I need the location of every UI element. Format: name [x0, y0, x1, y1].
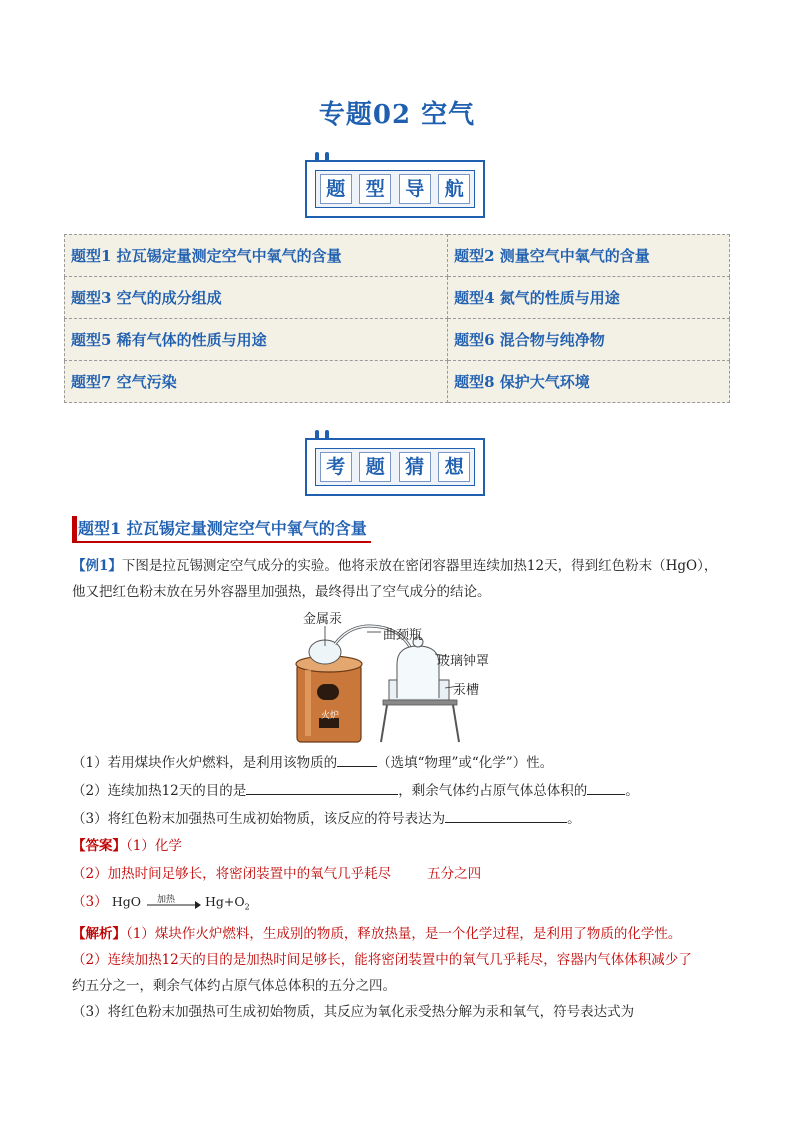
- question-1: [72, 752, 553, 773]
- answer-text: （1）化学: [126, 838, 182, 854]
- label-bell-jar: 玻璃钟罩: [437, 654, 490, 669]
- answer-tag: 【答案】: [72, 838, 126, 854]
- question-text: ，剩余气体约占原气体总体积的: [398, 783, 588, 799]
- analysis-line-2: （2）连续加热12天的目的是加热时间足够长，能将密闭装置中的氧气几乎耗尽，容器内气体体积减少了: [72, 952, 692, 968]
- arrow-icon: [145, 898, 201, 912]
- answer-line-2: [72, 864, 481, 884]
- label-mercury-trough: 汞槽: [453, 683, 480, 698]
- equation: [112, 892, 250, 918]
- apparatus-figure: [285, 606, 515, 746]
- banner-char: 航: [438, 174, 470, 204]
- nav-item[interactable]: 题型7 空气污染: [65, 361, 448, 403]
- answer-line-3: [72, 892, 250, 918]
- banner-char: 题: [320, 174, 352, 204]
- banner-char: 猜: [399, 452, 431, 482]
- nav-item[interactable]: 题型1 拉瓦锡定量测定空气中氧气的含量: [65, 235, 448, 277]
- nav-item[interactable]: 题型5 稀有气体的性质与用途: [65, 319, 448, 361]
- nav-item[interactable]: 题型2 测量空气中氧气的含量: [448, 235, 730, 277]
- nav-item[interactable]: 题型8 保护大气环境: [448, 361, 730, 403]
- banner-char: 考: [320, 452, 352, 482]
- label-mercury: 金属汞: [303, 612, 343, 627]
- banner-exam-predictions: [305, 430, 487, 496]
- question-text: （选填“物理”或“化学”）性。: [377, 755, 554, 771]
- example-line-1: [72, 556, 717, 576]
- question-text: （2）连续加热12天的目的是: [72, 783, 247, 799]
- subscript: 2: [244, 902, 250, 912]
- question-3: [72, 808, 581, 829]
- answer-blank[interactable]: [246, 780, 398, 795]
- nav-row: [65, 277, 730, 319]
- analysis-line-1: [72, 924, 681, 944]
- answer-text: （3）: [72, 894, 108, 910]
- page-title: 专题02 空气: [318, 100, 476, 130]
- question-text: 。: [567, 811, 581, 827]
- answer-blank[interactable]: [587, 780, 625, 795]
- banner-char: 型: [359, 174, 391, 204]
- reaction-condition: 加热: [157, 894, 176, 905]
- question-text: 。: [625, 783, 639, 799]
- banner-char: 题: [359, 452, 391, 482]
- analysis-tag: 【解析】: [72, 926, 126, 942]
- example-text: 下图是拉瓦锡测定空气成分的实验。他将汞放在密闭容器里连续加热12天，得到红色粉末（HgO），: [121, 558, 718, 574]
- banner-char: 想: [438, 452, 470, 482]
- answer-line-1: [72, 836, 182, 856]
- analysis-line-4: （3）将红色粉末加强热可生成初始物质，其反应为氧化汞受热分解为汞和氧气，符号表达式为: [72, 1004, 635, 1020]
- product: Hg+O: [205, 894, 245, 909]
- nav-item[interactable]: 题型4 氮气的性质与用途: [448, 277, 730, 319]
- question-2: [72, 780, 639, 801]
- nav-row: [65, 235, 730, 277]
- nav-item[interactable]: 题型6 混合物与纯净物: [448, 319, 730, 361]
- question-type-nav: [64, 234, 730, 403]
- reaction-arrow: [145, 896, 201, 910]
- reactant: HgO: [111, 894, 142, 909]
- question-text: （1）若用煤块作火炉燃料，是利用该物质的: [72, 755, 338, 771]
- nav-row: [65, 361, 730, 403]
- answer-text: （2）加热时间足够长，将密闭装置中的氧气几乎耗尽: [72, 866, 392, 882]
- banner-char: 导: [399, 174, 431, 204]
- label-furnace: 火炉: [321, 711, 340, 721]
- question-text: （3）将红色粉末加强热可生成初始物质，该反应的符号表达为: [72, 811, 446, 827]
- banner-question-types: [305, 152, 487, 218]
- section-heading: 题型1 拉瓦锡定量测定空气中氧气的含量: [72, 516, 371, 543]
- answer-blank[interactable]: [445, 808, 567, 823]
- example-tag: 【例1】: [72, 558, 122, 574]
- nav-item[interactable]: 题型3 空气的成分组成: [65, 277, 448, 319]
- nav-row: [65, 319, 730, 361]
- answer-text: 五分之四: [427, 866, 482, 882]
- analysis-text: （1）煤块作火炉燃料，生成别的物质，释放热量，是一个化学过程，是利用了物质的化学性。: [126, 926, 682, 942]
- label-retort: 曲颈瓶: [383, 628, 423, 643]
- example-line-2: 他又把红色粉末放在另外容器里加强热，最终得出了空气成分的结论。: [72, 584, 491, 600]
- answer-blank[interactable]: [337, 752, 377, 767]
- analysis-line-3: 约五分之一，剩余气体约占原气体总体积的五分之四。: [72, 978, 396, 994]
